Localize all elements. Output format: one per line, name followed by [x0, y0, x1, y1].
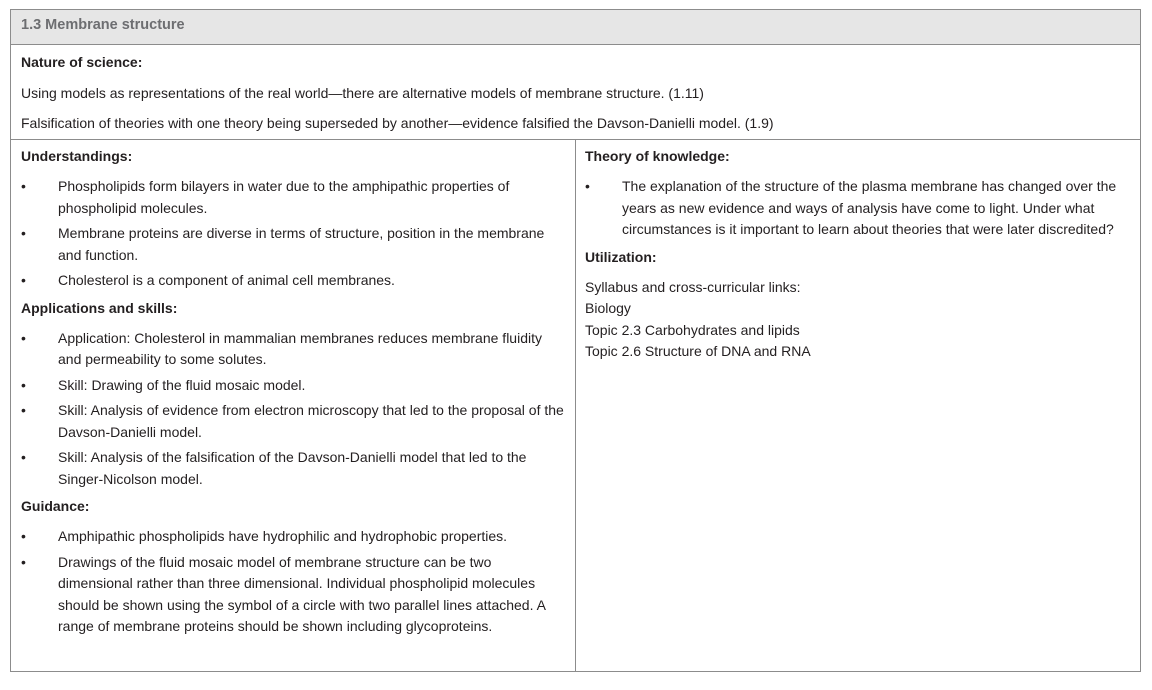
theory-of-knowledge-list — [585, 176, 1130, 241]
bullet-icon: • — [585, 178, 590, 194]
bullet-icon: • — [21, 329, 26, 346]
list-item: • Drawings of the fluid mosaic model of membrane structure can be two dimensional rather than three dimensional. Individual phospholipid molecules should be shown using the symbol of a circle with two parallel lines attached. A range of membrane proteins should be shown including glycoproteins. — [21, 553, 546, 634]
list-item: • Skill: Analysis of the falsification of the Davson-Danielli model that led to the Singer-Nicolson model. — [21, 449, 527, 487]
nature-of-science-line: Falsification of theories with one theory being superseded by another—evidence falsified the Davson-Danielli model. (1.9) — [21, 115, 774, 131]
right-column — [576, 140, 1140, 672]
bullet-icon: • — [21, 402, 26, 418]
bullet-icon: • — [21, 376, 26, 393]
list-item: • The explanation of the structure of the plasma membrane has changed over the years as new evidence and ways of analysis have come to light. Under what circumstances is it important to learn about theories that were later discredited? — [585, 178, 1117, 237]
utilization-line: Topic 2.3 Carbohydrates and lipids — [585, 321, 800, 338]
table-title-bar — [11, 10, 1140, 45]
bullet-icon: • — [21, 272, 26, 288]
list-item: • Membrane proteins are diverse in terms of structure, position in the membrane and function. — [21, 225, 545, 263]
section-title: 1.3 Membrane structure — [21, 17, 185, 33]
understandings-heading: Understandings: — [21, 148, 133, 164]
list-item: • Cholesterol is a component of animal cell membranes. — [21, 270, 565, 292]
nature-of-science-heading: Nature of science: — [21, 54, 143, 70]
nature-of-science-section — [11, 45, 1140, 140]
utilization-line: Syllabus and cross-curricular links: — [585, 278, 801, 295]
utilization-heading: Utilization: — [585, 248, 657, 265]
bullet-icon: • — [21, 528, 26, 544]
utilization-line: Biology — [585, 300, 631, 316]
list-item: • Skill: Analysis of evidence from electron microscopy that led to the proposal of the Davson-Danielli model. — [21, 402, 564, 440]
syllabus-table — [10, 9, 1141, 672]
list-item: • Amphipathic phospholipids have hydrophilic and hydrophobic properties. — [21, 526, 565, 548]
utilization-links — [585, 277, 1130, 363]
bullet-icon: • — [21, 225, 26, 241]
applications-heading: Applications and skills: — [21, 299, 178, 316]
bullet-icon: • — [21, 449, 26, 465]
utilization-line: Topic 2.6 Structure of DNA and RNA — [585, 343, 811, 359]
two-column-body — [11, 140, 1140, 672]
list-item: • Skill: Drawing of the fluid mosaic model. — [21, 375, 565, 397]
guidance-heading: Guidance: — [21, 498, 90, 514]
nature-of-science-line: Using models as representations of the real world—there are alternative models of membrane structure. (1.11) — [21, 85, 704, 101]
bullet-icon: • — [21, 553, 26, 570]
understandings-list — [21, 176, 565, 292]
applications-list — [21, 328, 565, 491]
bullet-icon: • — [21, 178, 26, 194]
theory-of-knowledge-heading: Theory of knowledge: — [585, 148, 730, 164]
list-item: • Phospholipids form bilayers in water due to the amphipathic properties of phospholipid molecules. — [21, 178, 510, 216]
guidance-list — [21, 526, 565, 638]
list-item: • Application: Cholesterol in mammalian membranes reduces membrane fluidity and permeability to some solutes. — [21, 329, 542, 367]
left-column — [11, 140, 576, 672]
